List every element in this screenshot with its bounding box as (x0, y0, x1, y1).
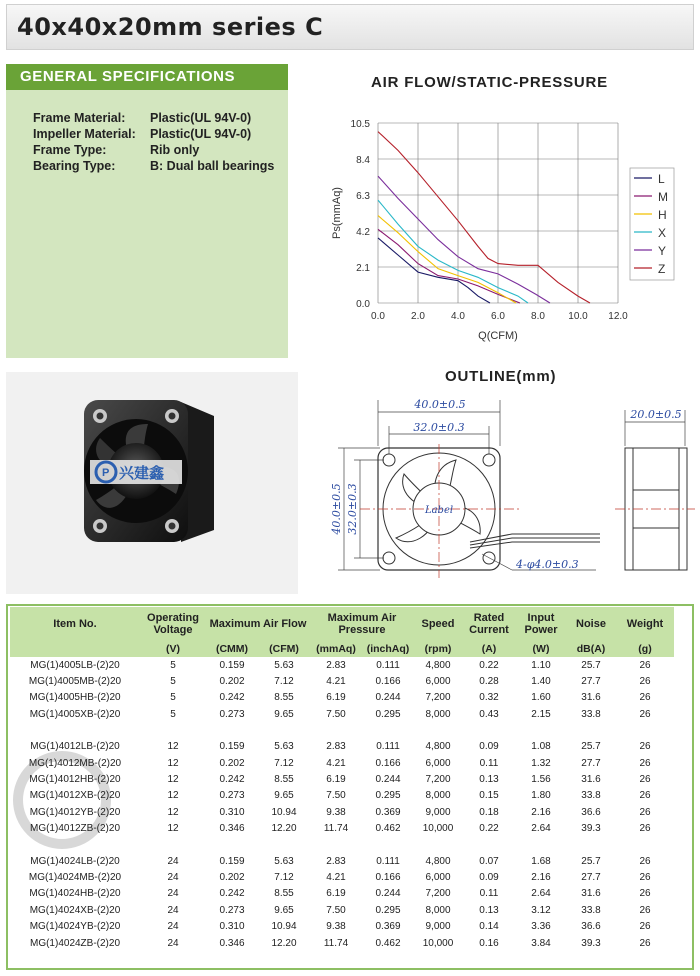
group-spacer (10, 837, 674, 853)
dim-hole-width: 32.0±0.3 (413, 421, 465, 434)
y-tick-label: 10.5 (350, 119, 370, 130)
table-cell: 10.94 (271, 806, 297, 818)
table-cell: 24 (167, 871, 179, 883)
table-cell: 26 (639, 692, 651, 704)
table-cell: 24 (167, 888, 179, 900)
table-cell: 0.18 (479, 806, 499, 818)
table-cell: 0.15 (479, 790, 499, 802)
legend-label: L (658, 172, 665, 186)
table-cell: 0.295 (375, 790, 401, 802)
table-cell: 1.60 (531, 692, 551, 704)
item-number-cell: MG(1)4024XB-(2)20 (29, 904, 121, 916)
item-number-cell: MG(1)4012ZB-(2)20 (29, 823, 121, 835)
col-head-noise: Noise (576, 618, 606, 630)
table-cell: 6,000 (425, 871, 451, 883)
table-cell: 26 (639, 937, 651, 949)
x-tick-label: 0.0 (371, 311, 385, 322)
item-number-cell: MG(1)4024MB-(2)20 (28, 871, 122, 883)
table-cell: 0.22 (479, 659, 499, 671)
table-cell: 31.6 (581, 774, 601, 786)
legend-label: M (658, 190, 668, 204)
table-row (10, 853, 674, 869)
table-cell: 7.50 (326, 708, 346, 720)
table-cell: 0.310 (219, 806, 245, 818)
y-tick-label: 8.4 (356, 155, 370, 166)
y-tick-label: 6.3 (356, 191, 370, 202)
item-number-cell: MG(1)4012XB-(2)20 (29, 790, 121, 802)
x-tick-label: 4.0 (451, 311, 465, 322)
table-cell: 0.202 (219, 757, 245, 769)
table-cell: 0.242 (219, 692, 245, 704)
table-cell: 25.7 (581, 741, 601, 753)
dim-hole-height: 32.0±0.3 (346, 483, 359, 535)
table-cell: 26 (639, 741, 651, 753)
table-cell: 12 (167, 741, 179, 753)
table-cell: 0.16 (479, 937, 499, 949)
unit-cell: (mmAq) (316, 643, 356, 655)
spec-value: B: Dual ball bearings (150, 159, 275, 173)
table-cell: 0.244 (375, 774, 401, 786)
table-row (10, 788, 674, 804)
table-cell: 5.63 (274, 855, 294, 867)
item-number-cell: MG(1)4005MB-(2)20 (28, 676, 122, 688)
spec-table-body (10, 657, 674, 951)
table-cell: 1.80 (531, 790, 551, 802)
unit-cell: (CFM) (269, 643, 299, 655)
table-cell: 0.32 (479, 692, 499, 704)
table-cell: 9,000 (425, 921, 451, 933)
table-cell: 6.19 (326, 692, 346, 704)
unit-cell: (g) (638, 643, 652, 655)
table-cell: 2.83 (326, 659, 346, 671)
table-row (10, 706, 674, 722)
table-cell: 10,000 (422, 937, 454, 949)
table-row (10, 902, 674, 918)
col-head-airflow: Maximum Air Flow (209, 618, 307, 630)
table-cell: 36.6 (581, 806, 601, 818)
table-cell: 0.295 (375, 708, 401, 720)
table-cell: 4,800 (425, 659, 451, 671)
table-cell: 7.50 (326, 790, 346, 802)
table-cell: 0.346 (219, 937, 245, 949)
table-cell: 26 (639, 659, 651, 671)
table-cell: 3.84 (531, 937, 551, 949)
legend-box (630, 168, 674, 280)
item-number-cell: MG(1)4012HB-(2)20 (29, 774, 121, 786)
table-cell: 8.55 (274, 692, 294, 704)
table-cell: 1.40 (531, 676, 551, 688)
table-cell: 24 (167, 904, 179, 916)
unit-cell: (W) (532, 643, 550, 655)
item-number-cell: MG(1)4024LB-(2)20 (30, 855, 120, 867)
col-head-item: Item No. (53, 618, 97, 630)
table-cell: 5 (170, 676, 176, 688)
table-row (10, 739, 674, 755)
table-cell: 0.244 (375, 692, 401, 704)
table-cell: 39.3 (581, 823, 601, 835)
table-cell: 9.65 (274, 790, 294, 802)
table-cell: 0.462 (375, 937, 401, 949)
unit-cell: (rpm) (424, 643, 452, 655)
table-cell: 0.09 (479, 741, 499, 753)
table-cell: 0.13 (479, 774, 499, 786)
spec-value: Rib only (150, 143, 200, 157)
y-axis-label: Ps(mmAq) (331, 187, 343, 239)
table-cell: 12 (167, 790, 179, 802)
table-cell: 31.6 (581, 888, 601, 900)
table-cell: 11.74 (323, 937, 349, 949)
item-number-cell: MG(1)4005LB-(2)20 (30, 659, 120, 671)
table-cell: 26 (639, 888, 651, 900)
table-cell: 8,000 (425, 790, 451, 802)
table-cell: 33.8 (581, 790, 601, 802)
table-row (10, 673, 674, 689)
col-head-weight: Weight (626, 618, 664, 630)
table-cell: 1.56 (531, 774, 551, 786)
x-tick-label: 2.0 (411, 311, 425, 322)
table-cell: 8,000 (425, 708, 451, 720)
table-cell: 0.159 (219, 855, 245, 867)
item-number-cell: MG(1)4012YB-(2)20 (29, 806, 121, 818)
table-cell: 7.12 (274, 676, 294, 688)
table-cell: 7,200 (425, 888, 451, 900)
units-row (10, 641, 674, 657)
table-cell: 6.19 (326, 774, 346, 786)
x-axis-label: Q(CFM) (478, 330, 518, 342)
table-cell: 27.7 (581, 676, 601, 688)
table-cell: 7,200 (425, 692, 451, 704)
table-cell: 0.13 (479, 904, 499, 916)
unit-cell: (CMM) (215, 643, 249, 655)
table-cell: 8.55 (274, 888, 294, 900)
table-cell: 0.346 (219, 823, 245, 835)
table-cell: 0.202 (219, 871, 245, 883)
legend-label: Z (658, 262, 666, 276)
table-cell: 2.16 (531, 871, 551, 883)
table-row (10, 886, 674, 902)
table-cell: 0.159 (219, 741, 245, 753)
item-number-cell: MG(1)4012LB-(2)20 (30, 741, 120, 753)
table-cell: 5 (170, 708, 176, 720)
table-cell: 0.111 (376, 741, 400, 753)
table-cell: 5 (170, 692, 176, 704)
table-cell: 0.242 (219, 774, 245, 786)
unit-cell: (A) (481, 643, 497, 655)
table-cell: 26 (639, 806, 651, 818)
label-text: Label (424, 505, 454, 516)
table-cell: 9.38 (326, 921, 346, 933)
table-row (10, 821, 674, 837)
table-cell: 26 (639, 871, 651, 883)
table-cell: 2.64 (531, 823, 551, 835)
spec-label: Frame Material: (33, 111, 126, 125)
table-cell: 9,000 (425, 806, 451, 818)
table-cell: 25.7 (581, 855, 601, 867)
table-cell: 0.111 (376, 659, 400, 671)
table-cell: 0.273 (219, 790, 245, 802)
table-cell: 1.68 (531, 855, 551, 867)
fan-photo (6, 372, 288, 594)
general-spec-header (6, 64, 288, 90)
table-cell: 0.244 (375, 888, 401, 900)
item-number-cell: MG(1)4005XB-(2)20 (29, 708, 121, 720)
outline-drawing (300, 384, 695, 596)
col-head-voltage: Operating Voltage (147, 612, 199, 636)
table-cell: 36.6 (581, 921, 601, 933)
outline-heading: OUTLINE(mm) (445, 368, 557, 385)
table-cell: 0.14 (479, 921, 499, 933)
table-cell: 26 (639, 921, 651, 933)
col-head-speed: Speed (421, 618, 455, 630)
table-cell: 26 (639, 790, 651, 802)
table-cell: 2.64 (531, 888, 551, 900)
table-cell: 4,800 (425, 855, 451, 867)
table-cell: 0.111 (376, 855, 400, 867)
series-line-l (378, 238, 490, 303)
airflow-heading: AIR FLOW/STATIC-PRESSURE (371, 74, 608, 91)
unit-cell: dB(A) (576, 643, 606, 655)
table-cell: 25.7 (581, 659, 601, 671)
spec-value: Plastic(UL 94V-0) (150, 127, 252, 141)
outline-svg (300, 384, 695, 596)
table-cell: 0.462 (375, 823, 401, 835)
table-cell: 12.20 (271, 823, 297, 835)
table-row (10, 804, 674, 820)
hole-spec: 4-φ4.0±0.3 (516, 558, 579, 571)
x-tick-label: 6.0 (491, 311, 505, 322)
table-cell: 0.166 (375, 757, 401, 769)
table-cell: 6.19 (326, 888, 346, 900)
table-cell: 0.11 (479, 757, 499, 769)
photo-gutter (288, 372, 298, 594)
table-cell: 27.7 (581, 757, 601, 769)
table-cell: 33.8 (581, 708, 601, 720)
table-cell: 1.08 (531, 741, 551, 753)
spec-value: Plastic(UL 94V-0) (150, 111, 252, 125)
table-row (10, 869, 674, 885)
table-cell: 2.83 (326, 741, 346, 753)
table-cell: 26 (639, 676, 651, 688)
spec-label: Bearing Type: (33, 159, 116, 173)
table-cell: 31.6 (581, 692, 601, 704)
table-cell: 5.63 (274, 741, 294, 753)
table-cell: 5.63 (274, 659, 294, 671)
spec-label: Frame Type: (33, 143, 107, 157)
table-row (10, 690, 674, 706)
table-cell: 0.202 (219, 676, 245, 688)
airflow-chart-svg (300, 100, 695, 362)
table-cell: 0.295 (375, 904, 401, 916)
table-cell: 0.09 (479, 871, 499, 883)
legend-label: Y (658, 244, 667, 258)
table-cell: 2.83 (326, 855, 346, 867)
table-cell: 12 (167, 823, 179, 835)
table-cell: 9.65 (274, 904, 294, 916)
x-tick-label: 12.0 (608, 311, 628, 322)
table-cell: 7.12 (274, 871, 294, 883)
table-row (10, 657, 674, 673)
series-line-z (378, 132, 590, 303)
table-cell: 8.55 (274, 774, 294, 786)
y-tick-label: 0.0 (356, 299, 370, 310)
svg-text:P: P (102, 467, 110, 479)
airflow-chart (300, 100, 695, 362)
table-cell: 4.21 (326, 871, 346, 883)
dim-height: 40.0±0.5 (330, 483, 343, 535)
table-cell: 24 (167, 937, 179, 949)
y-tick-label: 2.1 (356, 263, 370, 274)
table-cell: 26 (639, 757, 651, 769)
table-cell: 0.273 (219, 708, 245, 720)
group-spacer (10, 723, 674, 739)
table-cell: 12 (167, 806, 179, 818)
table-cell: 10,000 (422, 823, 454, 835)
general-spec-heading: GENERAL SPECIFICATIONS (20, 68, 236, 85)
table-cell: 3.12 (531, 904, 551, 916)
table-cell: 2.16 (531, 806, 551, 818)
fan-logo-text: 兴建鑫 (119, 464, 165, 482)
col-head-power: Input Power (524, 612, 558, 636)
table-row (10, 771, 674, 787)
spec-label: Impeller Material: (33, 127, 136, 141)
table-cell: 6,000 (425, 676, 451, 688)
table-cell: 26 (639, 904, 651, 916)
table-cell: 0.159 (219, 659, 245, 671)
unit-cell (10, 641, 140, 657)
item-number-cell: MG(1)4024HB-(2)20 (29, 888, 121, 900)
table-cell: 0.242 (219, 888, 245, 900)
table-cell: 27.7 (581, 871, 601, 883)
table-cell: 24 (167, 921, 179, 933)
item-number-cell: MG(1)4024YB-(2)20 (29, 921, 121, 933)
table-cell: 7.12 (274, 757, 294, 769)
table-cell: 0.28 (479, 676, 499, 688)
table-cell: 6,000 (425, 757, 451, 769)
table-cell: 26 (639, 823, 651, 835)
table-cell: 0.369 (375, 921, 401, 933)
col-head-pressure: Maximum Air Pressure (327, 612, 397, 636)
table-cell: 39.3 (581, 937, 601, 949)
table-cell: 7,200 (425, 774, 451, 786)
x-tick-label: 8.0 (531, 311, 545, 322)
general-spec-panel (6, 64, 288, 358)
table-row (10, 918, 674, 934)
table-row (10, 755, 674, 771)
table-cell: 1.32 (531, 757, 551, 769)
table-cell: 9.65 (274, 708, 294, 720)
table-cell: 0.166 (375, 676, 401, 688)
table-cell: 12 (167, 774, 179, 786)
dim-width: 40.0±0.5 (414, 398, 466, 411)
table-cell: 0.166 (375, 871, 401, 883)
table-cell: 9.38 (326, 806, 346, 818)
table-cell: 26 (639, 855, 651, 867)
table-cell: 5 (170, 659, 176, 671)
table-cell: 8,000 (425, 904, 451, 916)
table-cell: 7.50 (326, 904, 346, 916)
table-cell: 2.15 (531, 708, 551, 720)
x-tick-label: 10.0 (568, 311, 588, 322)
page-title: 40x40x20mm series C (17, 13, 324, 41)
unit-cell: (V) (166, 643, 180, 655)
table-cell: 0.43 (479, 708, 499, 720)
title-bar (6, 4, 694, 50)
table-cell: 24 (167, 855, 179, 867)
table-cell: 0.07 (479, 855, 499, 867)
table-row (10, 935, 674, 951)
table-cell: 4,800 (425, 741, 451, 753)
legend-label: X (658, 226, 667, 240)
table-cell: 10.94 (271, 921, 297, 933)
table-cell: 26 (639, 774, 651, 786)
legend-label: H (658, 208, 667, 222)
table-cell: 12.20 (271, 937, 297, 949)
item-number-cell: MG(1)4005HB-(2)20 (29, 692, 121, 704)
table-cell: 4.21 (326, 676, 346, 688)
unit-cell: (inchAq) (366, 643, 410, 655)
series-line-h (378, 216, 516, 303)
table-cell: 4.21 (326, 757, 346, 769)
table-cell: 0.22 (479, 823, 499, 835)
table-cell: 11.74 (323, 823, 349, 835)
item-number-cell: MG(1)4012MB-(2)20 (28, 757, 122, 769)
dim-depth: 20.0±0.5 (630, 408, 682, 421)
table-cell: 0.369 (375, 806, 401, 818)
table-cell: 0.11 (479, 888, 499, 900)
fan-photo-panel (6, 372, 288, 594)
spec-table (10, 607, 674, 951)
table-cell: 0.310 (219, 921, 245, 933)
table-cell: 12 (167, 757, 179, 769)
item-number-cell: MG(1)4024ZB-(2)20 (29, 937, 121, 949)
table-cell: 1.10 (531, 659, 551, 671)
y-tick-label: 4.2 (356, 227, 370, 238)
col-head-current: Rated Current (469, 612, 509, 636)
table-cell: 3.36 (531, 921, 551, 933)
table-cell: 33.8 (581, 904, 601, 916)
table-cell: 0.273 (219, 904, 245, 916)
table-cell: 26 (639, 708, 651, 720)
